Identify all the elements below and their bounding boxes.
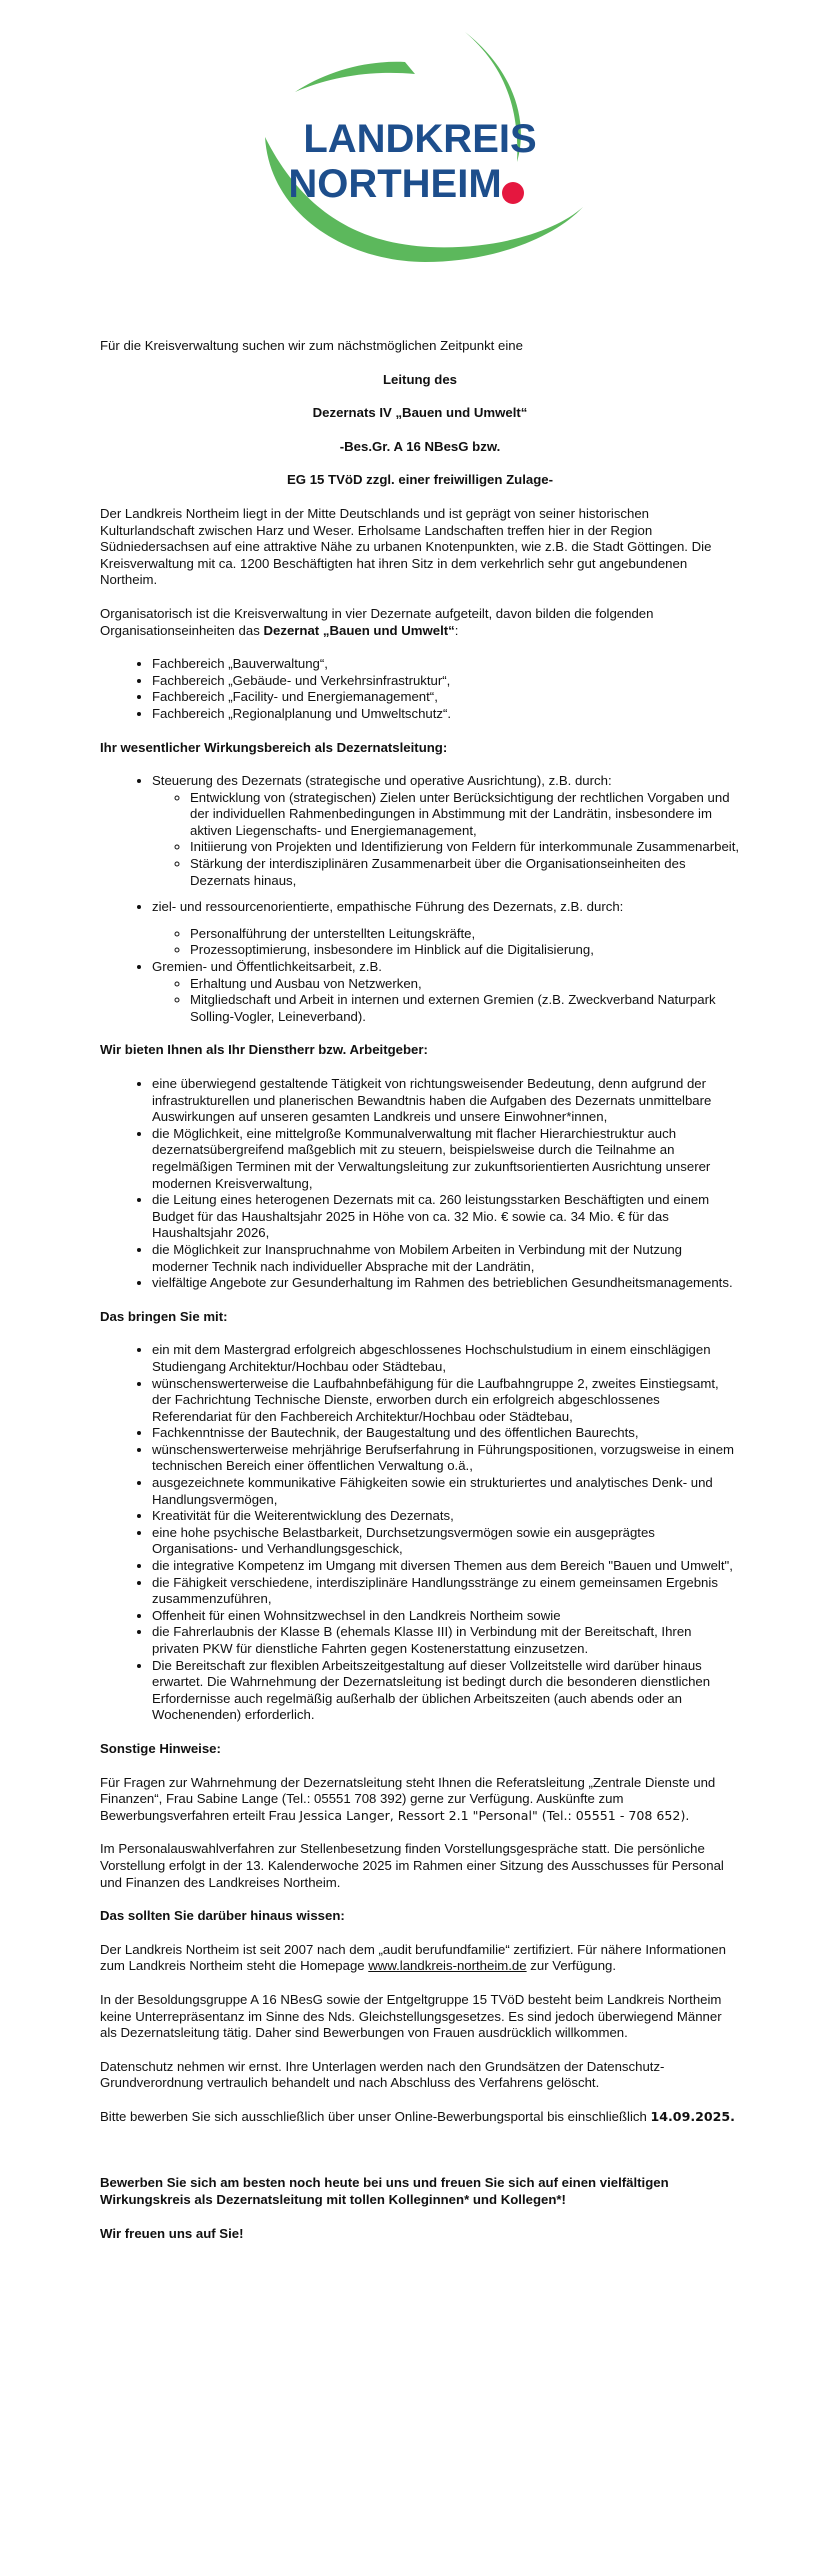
paragraph-datenschutz: Datenschutz nehmen wir ernst. Ihre Unterlagen werden nach den Grundsätzen der Datenschutz-Grundverordnung vertraulich behandelt und nach Abschluss des Verfahrens gelöscht. [100, 2058, 665, 2091]
heading-sonstige-hinweise: Sonstige Hinweise: [100, 1740, 221, 1756]
title-line-2: Dezernats IV „Bauen und Umwelt“ [312, 405, 528, 421]
paragraph-kontakt [100, 1775, 740, 1825]
anforderung-item: • wünschenswerterweise die Laufbahnbefähigung für die Laufbahngruppe 2, zweites Einstiegsamt, der Fachrichtung Technische Dienste, erworben durch ein erfolgreich abgeschlossenes Referendariat für den Fachbereich Architektur/Hochbau oder Städtebau, [152, 1376, 740, 1426]
wirkungsbereich-sublist [152, 976, 740, 1026]
wir-bieten-list [100, 1076, 740, 1292]
department-item: • Fachbereich „Regionalplanung und Umweltschutz“. [152, 706, 740, 723]
wir-bieten-item: • vielfältige Angebote zur Gesunderhaltung im Rahmen des betrieblichen Gesundheitsmanagements. [152, 1275, 740, 1292]
anforderung-item: • Fachkenntnisse der Bautechnik, der Baugestaltung und des öffentlichen Baurechts, [152, 1425, 740, 1442]
paragraph-intro: Der Landkreis Northeim liegt in der Mitte Deutschlands und ist geprägt von seiner historischen Kulturlandschaft zwischen Harz und Weser. Erholsame Landschaften treffen hier in der Region Südniedersachsen auf eine attraktive Nähe zu urbanen Knotenpunkten, wie z.B. die Stadt Göttingen. Die Kreisverwaltung mit ca. 1200 Beschäftigten hat ihren Sitz in dem verkehrlich sehr gut angebundenen Northeim. [100, 505, 712, 588]
logo-line2: NORTHEIM [288, 162, 502, 206]
wirkungsbereich-subitem: ◦ Stärkung der interdisziplinären Zusammenarbeit über die Organisationseinheiten des Dezernats hinaus, [190, 856, 740, 889]
logo-line1: LANDKREIS [303, 117, 537, 161]
department-item: • Fachbereich „Facility- und Energiemanagement“, [152, 689, 740, 706]
anforderung-item: • die integrative Kompetenz im Umgang mit diversen Themen aus dem Bereich "Bauen und Umwelt", [152, 1558, 740, 1575]
title-line-3: -Bes.Gr. A 16 NBesG bzw. [339, 438, 501, 454]
wirkungsbereich-item-text: ziel- und ressourcenorientierte, empathische Führung des Dezernats, z.B. durch: [152, 899, 624, 915]
wir-bieten-item: • die Möglichkeit, eine mittelgroße Kommunalverwaltung mit flacher Hierarchiestruktur auch dezernatsübergreifend maßgeblich mit zu steuern, beispielsweise durch die Teilnahme an regelmäßigen Terminen mit der Verwaltungsleitung zur zukunftsorientierten Ausrichtung unserer modernen Kreisverwaltung, [152, 1126, 740, 1192]
kontakt-personal: Jessica Langer, Ressort 2.1 "Personal" (Tel.: 05551 - 708 652). [299, 1807, 690, 1823]
kontakt-text: Für Fragen zur Wahrnehmung der Dezernatsleitung steht Ihnen die Referatsleitung „Zentrale Dienste und Finanzen“, Frau Sabine Lange (Tel.: 05551 708 392) gerne zur Verfügung. Auskünfte zum Bewerbungsverfahren erteilt Frau [100, 1774, 716, 1823]
heading-das-bringen-sie-mit: Das bringen Sie mit: [100, 1308, 228, 1324]
heading-das-sollten-sie-wissen: Das sollten Sie darüber hinaus wissen: [100, 1908, 345, 1924]
anforderungen-list [100, 1342, 740, 1724]
paragraph-gleichstellung: In der Besoldungsgruppe A 16 NBesG sowie der Entgeltgruppe 15 TVöD besteht beim Landkreis Northeim keine Unterrepräsentanz im Sinne des Nds. Gleichstellungsgesetzes. Es sind jedoch überwiegend Männer als Dezernatsleitung tätig. Daher sind Bewerbungen von Frauen ausdrücklich willkommen. [100, 1991, 722, 2041]
audit-end: zur Verfügung. [526, 1958, 617, 1974]
wirkungsbereich-item-text: Gremien- und Öffentlichkeitsarbeit, z.B. [152, 959, 382, 975]
anforderung-item: • die Fahrerlaubnis der Klasse B (ehemals Klasse III) in Verbindung mit der Bereitschaft, Ihren privaten PKW für dienstliche Fahrten gegen Kostenerstattung einzusetzen. [152, 1624, 740, 1657]
title-line-4: EG 15 TVöD zzgl. einer freiwilligen Zulage- [287, 472, 553, 488]
logo-swoosh-left [295, 62, 415, 92]
wirkungsbereich-item-text: Steuerung des Dezernats (strategische und operative Ausrichtung), z.B. durch: [152, 773, 612, 789]
wirkungsbereich-subitem: ◦ Mitgliedschaft und Arbeit in internen und externen Gremien (z.B. Zweckverband Naturpark Solling-Vogler, Leineverband). [190, 992, 740, 1025]
wir-bieten-item: • die Möglichkeit zur Inanspruchnahme von Mobilem Arbeiten in Verbindung mit der Nutzung moderner Technik nach individueller Absprache mit der Landrätin, [152, 1242, 740, 1275]
heading-wir-bieten: Wir bieten Ihnen als Ihr Dienstherr bzw. Arbeitgeber: [100, 1042, 428, 1058]
org-text: Organisatorisch ist die Kreisverwaltung in vier Dezernate aufgeteilt, davon bilden die folgenden Organisationseinheiten das [100, 605, 654, 638]
paragraph-audit [100, 1942, 740, 1975]
wirkungsbereich-item [152, 773, 740, 889]
anforderung-item: • eine hohe psychische Belastbarkeit, Durchsetzungsvermögen sowie ein ausgeprägtes Organisations- und Verhandlungsgeschick, [152, 1525, 740, 1558]
department-list [100, 656, 740, 722]
department-item: • Fachbereich „Bauverwaltung“, [152, 656, 740, 673]
wirkungsbereich-subitem: ◦ Initiierung von Projekten und Identifizierung von Feldern für interkommunale Zusammenarbeit, [190, 839, 740, 856]
anforderung-item: • Kreativität für die Weiterentwicklung des Dezernats, [152, 1508, 740, 1525]
anforderung-item: • Offenheit für einen Wohnsitzwechsel in den Landkreis Northeim sowie [152, 1608, 740, 1625]
wirkungsbereich-item [152, 899, 740, 959]
anforderung-item: • wünschenswerterweise mehrjährige Berufserfahrung in Führungspositionen, vorzugsweise in einem technischen Bereich einer öffentlichen Verwaltung o.ä., [152, 1442, 740, 1475]
logo-dot [502, 182, 524, 204]
audit-text: Der Landkreis Northeim ist seit 2007 nach dem „audit berufundfamilie“ zertifiziert. Für nähere Informationen zum Landkreis Northeim steht die Homepage [100, 1941, 726, 1974]
anforderung-item: • die Fähigkeit verschiedene, interdisziplinäre Handlungsstränge zu einem gemeinsamen Ergebnis zusammenzuführen, [152, 1575, 740, 1608]
anforderung-item: • ausgezeichnete kommunikative Fähigkeiten sowie ein strukturiertes und analytisches Denk- und Handlungsvermögen, [152, 1475, 740, 1508]
closing-greeting: Wir freuen uns auf Sie! [100, 2225, 244, 2241]
paragraph-organisation [100, 606, 740, 639]
wirkungsbereich-item [152, 959, 740, 1025]
wirkungsbereich-sublist [152, 790, 740, 890]
anforderung-item: • Die Bereitschaft zur flexiblen Arbeitszeitgestaltung auf dieser Vollzeitstelle wird darüber hinaus erwartet. Die Wahrnehmung der Dezernatsleitung ist bedingt durch die besonderen dienstlichen Erfordernisse auch regelmäßig außerhalb der üblichen Arbeitszeiten (auch abends oder an Wochenenden) erforderlich. [152, 1658, 740, 1724]
department-item: • Fachbereich „Gebäude- und Verkehrsinfrastruktur“, [152, 673, 740, 690]
landkreis-northeim-logo [255, 22, 585, 272]
bewerbung-deadline: 14.09.2025. [650, 2108, 735, 2124]
wir-bieten-item: • die Leitung eines heterogenen Dezernats mit ca. 260 leistungsstarken Beschäftigten und einem Budget für das Haushaltsjahr 2025 in Höhe von ca. 32 Mio. € sowie ca. 34 Mio. € für das Haushaltsjahr 2026, [152, 1192, 740, 1242]
wir-bieten-item: • eine überwiegend gestaltende Tätigkeit von richtungsweisender Bedeutung, denn aufgrund der infrastrukturellen und planerischen Bewandtnis haben die Aufgaben des Dezernats unmittelbare Auswirkungen auf unseren gesamten Landkreis und unsere Einwohner*innen, [152, 1076, 740, 1126]
wirkungsbereich-subitem: ◦ Entwicklung von (strategischen) Zielen unter Berücksichtigung der rechtlichen Vorgaben und der individuellen Rahmenbedingungen in Abstimmung mit der Landrätin, insbesondere im aktiven Liegenschafts- und Energiemanagement, [190, 790, 740, 840]
wirkungsbereich-subitem: ◦ Prozessoptimierung, insbesondere im Hinblick auf die Digitalisierung, [190, 942, 740, 959]
wirkungsbereich-list [100, 773, 740, 1025]
org-end: : [454, 622, 459, 638]
title-line-1: Leitung des [383, 371, 457, 387]
homepage-link[interactable]: www.landkreis-northeim.de [368, 1958, 527, 1974]
wirkungsbereich-sublist [152, 926, 740, 959]
paragraph-bewerbung [100, 2109, 740, 2126]
org-bold: Dezernat „Bauen und Umwelt“ [263, 622, 455, 638]
heading-wirkungsbereich: Ihr wesentlicher Wirkungsbereich als Dezernatsleitung: [100, 739, 448, 755]
bewerbung-text: Bitte bewerben Sie sich ausschließlich über unser Online-Bewerbungsportal bis einschließlich [100, 2108, 651, 2124]
job-posting [100, 338, 740, 2242]
paragraph-auswahlverfahren: Im Personalauswahlverfahren zur Stellenbesetzung finden Vorstellungsgespräche statt. Die persönliche Vorstellung erfolgt in der 13. Kalenderwoche 2025 im Rahmen einer Sitzung des Ausschusses für Personal und Finanzen des Landkreises Northeim. [100, 1841, 724, 1890]
wirkungsbereich-subitem: ◦ Personalführung der unterstellten Leitungskräfte, [190, 926, 740, 943]
intro-text: Für die Kreisverwaltung suchen wir zum nächstmöglichen Zeitpunkt eine [100, 338, 523, 353]
anforderung-item: • ein mit dem Mastergrad erfolgreich abgeschlossenes Hochschulstudium in einem einschlägigen Studiengang Architektur/Hochbau oder Städtebau, [152, 1342, 740, 1375]
wirkungsbereich-subitem: ◦ Erhaltung und Ausbau von Netzwerken, [190, 976, 740, 993]
closing-call-to-action: Bewerben Sie sich am besten noch heute bei uns und freuen Sie sich auf einen vielfältigen Wirkungskreis als Dezernatsleitung mit tollen Kolleginnen* und Kollegen*! [100, 2175, 669, 2208]
